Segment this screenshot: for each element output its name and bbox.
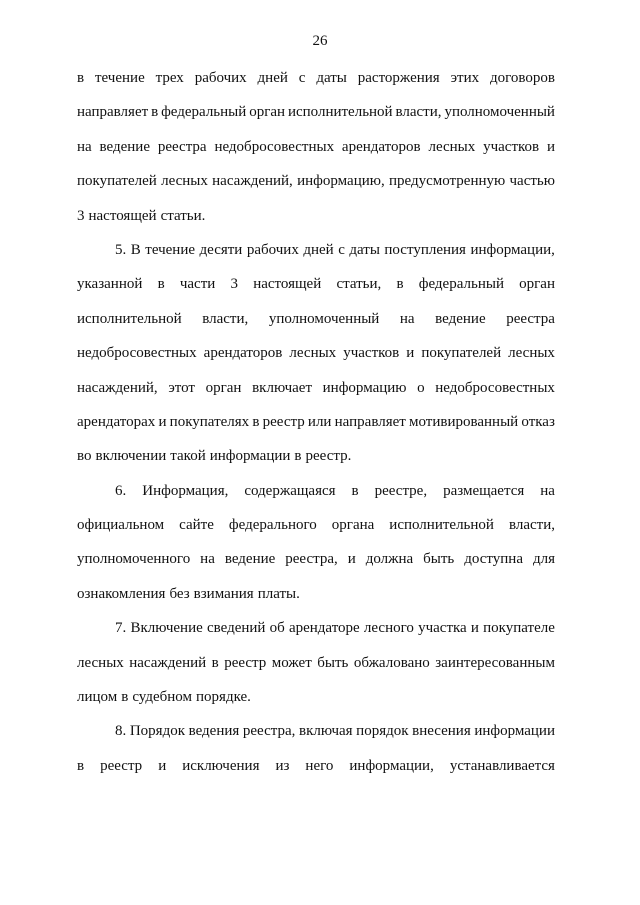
word: ознакомления — [77, 585, 166, 602]
word: в — [294, 448, 302, 465]
word: 7. — [115, 620, 127, 637]
word: арендаторов — [203, 345, 283, 362]
text-line — [77, 66, 555, 100]
word: реестра, — [242, 723, 296, 740]
text-line — [77, 376, 555, 410]
word: и — [546, 138, 555, 155]
word: реестра, — [285, 551, 338, 568]
word: без — [169, 585, 190, 602]
word: информацию — [322, 379, 407, 396]
word: официальном — [77, 517, 165, 534]
word: сведений — [206, 620, 266, 637]
word: в — [77, 70, 85, 86]
word: лесных — [289, 345, 337, 362]
word: арендаторе — [288, 620, 360, 637]
word: информацию, — [297, 173, 385, 190]
word: насаждений, — [212, 173, 293, 190]
word: из — [275, 757, 290, 774]
word: обжаловано — [353, 654, 430, 671]
word: даты — [349, 241, 380, 258]
text-line — [77, 547, 555, 581]
word: доступна — [464, 551, 523, 568]
word: отказ — [521, 413, 555, 430]
text-line — [77, 100, 555, 134]
word: недобросовестных — [77, 345, 197, 362]
text-line — [77, 479, 555, 513]
word: власти, — [508, 517, 555, 534]
word: уполномоченного — [77, 551, 191, 568]
word: власти, — [202, 310, 249, 327]
word: арендаторов — [341, 138, 421, 155]
word: в — [351, 482, 359, 499]
word: и — [347, 551, 356, 568]
word: информации — [474, 723, 555, 740]
word: рабочих — [246, 241, 299, 258]
text-line — [77, 616, 555, 650]
word: статьи. — [160, 207, 206, 224]
word: реестр. — [305, 448, 352, 465]
word: дней — [257, 70, 288, 86]
word: должна — [365, 551, 414, 568]
word: 3 — [77, 207, 85, 224]
word: покупателях — [169, 413, 250, 430]
word: трех — [155, 70, 184, 86]
word: Порядок — [129, 723, 185, 740]
word: реестр — [224, 654, 267, 671]
word: информации, — [470, 241, 555, 258]
word: включает — [252, 379, 312, 396]
word: орган — [205, 379, 242, 396]
text-line — [77, 135, 555, 169]
word: настоящей — [88, 207, 157, 224]
word: и — [158, 413, 167, 430]
text-line — [77, 719, 555, 753]
word: реестре, — [374, 482, 428, 499]
word: устанавливается — [449, 757, 555, 774]
document-body — [77, 66, 555, 788]
word: недобросовестных — [214, 138, 335, 155]
word: лесного — [363, 620, 414, 637]
word: исполнительной — [287, 104, 393, 121]
word: арендаторах — [77, 413, 156, 430]
word: даты — [316, 70, 347, 86]
text-line — [77, 444, 555, 478]
word: исполнительной — [389, 517, 494, 534]
word: 3 — [230, 276, 238, 293]
word: на — [77, 138, 92, 155]
word: реестр — [100, 757, 143, 774]
word: участка — [418, 620, 467, 637]
word: предусмотренную — [388, 173, 506, 190]
word: течение — [94, 70, 145, 86]
word: или — [307, 413, 332, 430]
word: 5. — [115, 241, 127, 258]
word: ведение — [99, 138, 150, 155]
word: лицом — [77, 689, 118, 706]
word: взимания — [193, 585, 254, 602]
word: порядок — [356, 723, 409, 740]
word: покупателей — [421, 345, 502, 362]
text-line — [77, 204, 555, 238]
word: расторжения — [357, 70, 440, 86]
word: органа — [331, 517, 375, 534]
word: с — [298, 70, 306, 86]
word: федеральный — [418, 276, 504, 293]
word: исполнительной — [77, 310, 182, 327]
word: ведения — [188, 723, 240, 740]
word: может — [271, 654, 312, 671]
text-line — [77, 513, 555, 547]
word: в — [396, 276, 404, 293]
word: и — [406, 345, 415, 362]
text-line — [77, 341, 555, 375]
word: уполномоченный — [268, 310, 380, 327]
word: платы. — [257, 585, 300, 602]
word: и — [158, 757, 167, 774]
word: лесных — [428, 138, 476, 155]
word: В — [130, 241, 141, 258]
word: орган — [519, 276, 555, 293]
text-line — [77, 582, 555, 616]
word: реестр — [262, 413, 305, 430]
text-line — [77, 238, 555, 272]
word: быть — [423, 551, 455, 568]
word: и — [470, 620, 479, 637]
word: течение — [145, 241, 196, 258]
word: в — [151, 104, 159, 121]
text-line — [77, 685, 555, 719]
word: для — [532, 551, 555, 568]
text-line — [77, 410, 555, 444]
word: статьи, — [336, 276, 382, 293]
word: в — [121, 689, 129, 706]
word: во — [77, 448, 92, 465]
word: покупателе — [483, 620, 555, 637]
word: власти, — [395, 104, 442, 121]
word: на — [399, 310, 415, 327]
word: реестра — [506, 310, 555, 327]
word: в — [211, 654, 219, 671]
word: договоров — [489, 70, 555, 86]
word: этот — [168, 379, 195, 396]
word: участков — [483, 138, 540, 155]
word: части — [179, 276, 216, 293]
word: о — [417, 379, 425, 396]
text-line — [77, 307, 555, 341]
word: Информация, — [142, 482, 229, 499]
word: участков — [343, 345, 400, 362]
word: сайте — [179, 517, 214, 534]
word: на — [200, 551, 215, 568]
word: информации, — [349, 757, 434, 774]
word: 6. — [115, 482, 127, 499]
text-line — [77, 754, 555, 788]
word: насаждений, — [77, 379, 158, 396]
word: него — [305, 757, 334, 774]
word: настоящей — [253, 276, 322, 293]
word: указанной — [77, 276, 143, 293]
word: покупателей — [77, 173, 157, 190]
word: размещается — [443, 482, 525, 499]
word: с — [338, 241, 345, 258]
word: ведение — [224, 551, 276, 568]
word: насаждений — [129, 654, 207, 671]
word: содержащаяся — [244, 482, 336, 499]
text-line — [77, 169, 555, 203]
word: включая — [298, 723, 353, 740]
word: судебном — [132, 689, 193, 706]
word: об — [269, 620, 285, 637]
word: Включение — [130, 620, 203, 637]
word: исключения — [182, 757, 260, 774]
word: частью — [509, 173, 555, 190]
word: внесения — [412, 723, 471, 740]
word: включении — [95, 448, 167, 465]
word: заинтересованным — [435, 654, 555, 671]
word: рабочих — [194, 70, 247, 86]
word: в — [252, 413, 260, 430]
word: в — [77, 757, 85, 774]
word: направляет — [77, 104, 149, 121]
page-number: 26 — [312, 33, 328, 49]
word: дней — [303, 241, 334, 258]
word: на — [540, 482, 555, 499]
word: направляет — [334, 413, 406, 430]
word: 8. — [115, 723, 127, 740]
word: уполномоченный — [444, 104, 555, 121]
word: мотивированный — [409, 413, 519, 430]
word: лесных — [508, 345, 555, 362]
word: орган — [249, 104, 286, 121]
word: ведение — [435, 310, 486, 327]
word: такой — [170, 448, 206, 465]
word: федерального — [228, 517, 317, 534]
word: этих — [450, 70, 480, 86]
word: поступления — [384, 241, 466, 258]
word: в — [157, 276, 165, 293]
word: порядке. — [196, 689, 251, 706]
text-line — [77, 651, 555, 685]
word: федеральный — [161, 104, 247, 121]
word: недобросовестных — [435, 379, 555, 396]
word: десяти — [199, 241, 243, 258]
word: быть — [317, 654, 349, 671]
text-line — [77, 272, 555, 306]
word: лесных — [77, 654, 124, 671]
word: лесных — [161, 173, 208, 190]
word: реестра — [157, 138, 207, 155]
word: информации — [209, 448, 291, 465]
